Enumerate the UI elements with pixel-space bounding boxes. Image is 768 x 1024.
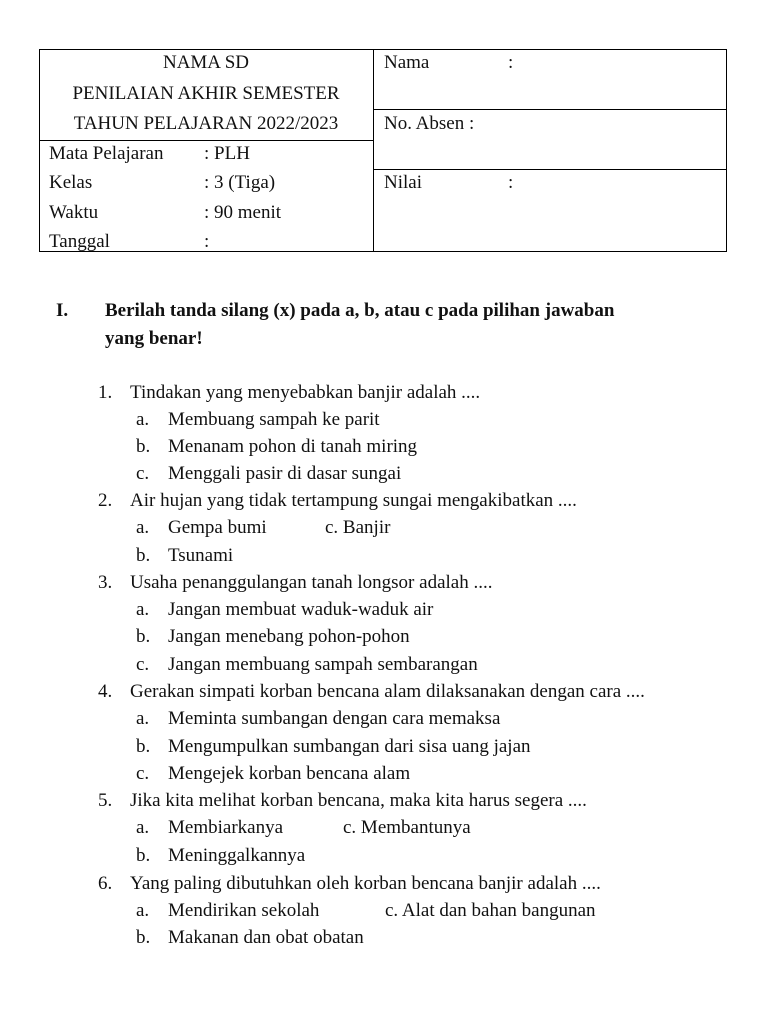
option-text: Meninggalkannya	[168, 845, 306, 866]
question-text: Tindakan yang menyebabkan banjir adalah ....	[130, 382, 481, 403]
question-text: Gerakan simpati korban bencana alam dilaksanakan dengan cara ....	[130, 681, 645, 702]
exam-title: PENILAIAN AKHIR SEMESTER	[72, 83, 340, 104]
question-number: 6.	[98, 873, 113, 894]
option-letter: b.	[136, 845, 151, 866]
option-text: Jangan menebang pohon-pohon	[168, 626, 410, 647]
option-text: Tsunami	[168, 545, 234, 566]
table-divider-right-1	[373, 109, 727, 110]
table-divider-vertical	[373, 49, 374, 252]
option-inline-choice: c. Banjir	[325, 517, 391, 538]
option-text: Membuang sampah ke parit	[168, 409, 380, 430]
option-letter: b.	[136, 927, 151, 948]
option-text: Menanam pohon di tanah miring	[168, 436, 418, 457]
option-text: Mengumpulkan sumbangan dari sisa uang jajan	[168, 736, 531, 757]
table-divider-right-2	[373, 169, 727, 170]
option-letter: a.	[136, 599, 150, 620]
field-subject-label: Mata Pelajaran	[49, 143, 164, 164]
section-instruction-line1: Berilah tanda silang (x) pada a, b, atau c pada pilihan jawaban	[105, 300, 615, 321]
field-subject-value: : PLH	[204, 143, 250, 164]
option-text: Menggali pasir di dasar sungai	[168, 463, 402, 484]
option-text: Jangan membuang sampah sembarangan	[168, 654, 478, 675]
field-date-label: Tanggal	[49, 231, 110, 252]
question-text: Usaha penanggulangan tanah longsor adalah ....	[130, 572, 493, 593]
option-text: Meminta sumbangan dengan cara memaksa	[168, 708, 501, 729]
option-text: Membiarkanya	[168, 817, 284, 838]
option-letter: a.	[136, 900, 150, 921]
option-text: Jangan membuat waduk-waduk air	[168, 599, 434, 620]
question-number: 5.	[98, 790, 113, 811]
question-number: 2.	[98, 490, 113, 511]
section-instruction-line2: yang benar!	[105, 328, 203, 349]
option-text: Mengejek korban bencana alam	[168, 763, 411, 784]
field-grade-label: Nilai	[384, 172, 422, 193]
option-letter: b.	[136, 545, 151, 566]
field-class-value: : 3 (Tiga)	[204, 172, 276, 193]
question-text: Yang paling dibutuhkan oleh korban bencana banjir adalah ....	[130, 873, 601, 894]
question-number: 4.	[98, 681, 113, 702]
option-inline-choice: c. Membantunya	[343, 817, 471, 838]
field-time-value: : 90 menit	[204, 202, 282, 223]
field-class-label: Kelas	[49, 172, 93, 193]
field-time-label: Waktu	[49, 202, 99, 223]
option-letter: c.	[136, 654, 150, 675]
option-text: Makanan dan obat obatan	[168, 927, 364, 948]
field-name-label: Nama	[384, 52, 430, 73]
option-letter: a.	[136, 708, 150, 729]
option-letter: b.	[136, 736, 151, 757]
option-inline-choice: c. Alat dan bahan bangunan	[385, 900, 596, 921]
option-text: Mendirikan sekolah	[168, 900, 320, 921]
option-letter: a.	[136, 517, 150, 538]
question-number: 3.	[98, 572, 113, 593]
field-grade-value: :	[508, 172, 514, 193]
school-name: NAMA SD	[162, 52, 250, 73]
academic-year: TAHUN PELAJARAN 2022/2023	[73, 113, 339, 134]
table-divider-left	[39, 140, 373, 141]
option-letter: b.	[136, 436, 151, 457]
field-absen-label: No. Absen :	[384, 113, 475, 134]
question-text: Air hujan yang tidak tertampung sungai mengakibatkan ....	[130, 490, 577, 511]
field-name-value: :	[508, 52, 514, 73]
option-letter: a.	[136, 817, 150, 838]
option-letter: b.	[136, 626, 151, 647]
option-text: Gempa bumi	[168, 517, 267, 538]
field-date-value: :	[204, 231, 210, 252]
question-text: Jika kita melihat korban bencana, maka kita harus segera ....	[130, 790, 587, 811]
section-number: I.	[56, 300, 69, 321]
option-letter: c.	[136, 763, 150, 784]
option-letter: a.	[136, 409, 150, 430]
option-letter: c.	[136, 463, 150, 484]
question-number: 1.	[98, 382, 113, 403]
